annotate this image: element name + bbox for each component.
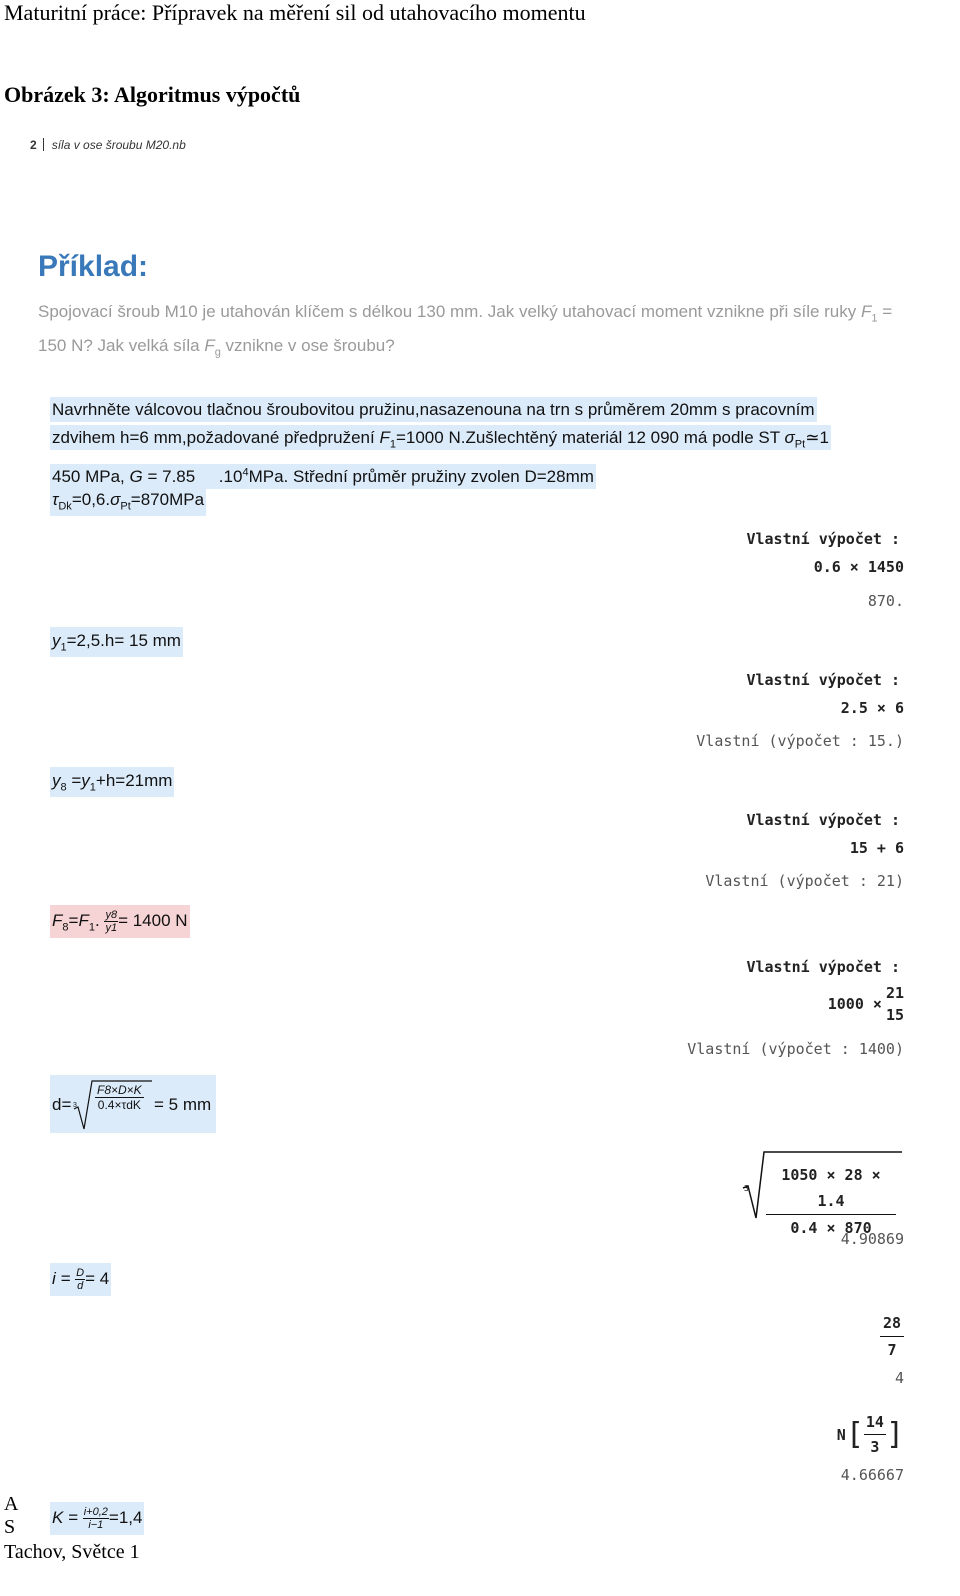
formula-text: i = bbox=[52, 1268, 71, 1288]
problem-line-2 bbox=[50, 425, 831, 450]
calc-6-result: 4 bbox=[894, 1369, 904, 1387]
problem-text: ≃1 bbox=[805, 428, 829, 447]
notebook-page-number: 2 bbox=[30, 138, 37, 152]
fraction bbox=[104, 909, 118, 934]
formula-text: =0,6. bbox=[71, 490, 111, 509]
example-title: Příklad: bbox=[38, 250, 149, 283]
footer-line-3: Tachov, Světce 1 bbox=[4, 1541, 140, 1563]
notebook-file-name: síla v ose šroubu M20.nb bbox=[51, 138, 186, 152]
root-index: 3 bbox=[73, 1102, 77, 1109]
problem-statement bbox=[50, 396, 910, 491]
header-divider bbox=[43, 138, 44, 151]
fraction-numerator: y8 bbox=[105, 909, 118, 921]
force-symbol: F bbox=[52, 910, 63, 930]
calc-3-label: Vlastní výpočet : bbox=[746, 811, 900, 829]
force-symbol: F bbox=[861, 302, 872, 321]
formula-y8 bbox=[50, 767, 174, 797]
fraction-denominator: y1 bbox=[105, 922, 118, 934]
force-subscript: 1 bbox=[871, 312, 878, 325]
formula-text: = bbox=[66, 771, 82, 790]
force-symbol: F bbox=[78, 910, 89, 930]
fraction-denominator: i−1 bbox=[88, 1519, 104, 1531]
fraction-denominator: d bbox=[77, 1280, 84, 1292]
exponent: 4 bbox=[242, 466, 249, 479]
example-text bbox=[38, 298, 898, 367]
formula-f8 bbox=[50, 905, 190, 938]
problem-text: =1000 N.Zušlechtěný materiál 12 090 má podle ST bbox=[395, 428, 785, 447]
fraction-numerator: i+0,2 bbox=[83, 1506, 108, 1518]
formula-text: +h=21mm bbox=[95, 771, 173, 790]
example-text-part: = 150 N? Jak velká síla bbox=[38, 302, 893, 356]
formula-text: . bbox=[94, 910, 100, 930]
force-subscript: g bbox=[214, 346, 221, 359]
calc-3-result: Vlastní (výpočet : 21) bbox=[705, 872, 904, 890]
force-symbol: F bbox=[204, 336, 215, 356]
fraction-denominator: 7 bbox=[887, 1341, 897, 1359]
footer-line-2: S bbox=[4, 1516, 16, 1538]
subscript: 1 bbox=[60, 641, 67, 654]
calc-function: N bbox=[836, 1425, 846, 1444]
subscript: Dk bbox=[58, 500, 72, 513]
formula-k bbox=[50, 1502, 144, 1535]
calc-1-expression: 0.6 × 1450 bbox=[813, 558, 904, 576]
sigma-symbol: σ bbox=[110, 490, 121, 509]
problem-text: MPa. Střední průměr pružiny zvolen D=28mm bbox=[248, 467, 594, 487]
document-header: Maturitní práce: Přípravek na měření sil od utahovacího momentu bbox=[4, 0, 586, 25]
fraction-numerator: D bbox=[76, 1267, 85, 1279]
calc-2-expression: 2.5 × 6 bbox=[840, 699, 904, 717]
fraction bbox=[75, 1267, 85, 1292]
bracket-open-icon: [ bbox=[845, 1417, 864, 1452]
subscript: 1 bbox=[88, 921, 95, 934]
example-text-part: Spojovací šroub M10 je utahován klíčem s délkou 130 mm. Jak velký utahovací moment vznikne při síle ruky bbox=[38, 302, 861, 321]
problem-text: 450 MPa, bbox=[52, 467, 130, 487]
calc-fraction bbox=[864, 1410, 886, 1459]
sigma-symbol: σ bbox=[784, 428, 795, 447]
calc-4-label: Vlastní výpočet : bbox=[746, 958, 900, 976]
formula-tau bbox=[50, 486, 206, 516]
example-text-part: vznikne v ose šroubu? bbox=[220, 336, 395, 356]
fraction-numerator: 21 bbox=[885, 984, 904, 1002]
calc-1-label: Vlastní výpočet : bbox=[746, 530, 900, 548]
force-symbol: F bbox=[379, 428, 390, 447]
calc-7-result: 4.66667 bbox=[840, 1466, 904, 1484]
tau-symbol: τ bbox=[52, 490, 59, 509]
calc-4-result: Vlastní (výpočet : 1400) bbox=[687, 1040, 904, 1058]
calc-1-result: 870. bbox=[867, 592, 904, 610]
calc-4-expression bbox=[828, 982, 904, 1026]
formula-result: =1,4 bbox=[108, 1507, 143, 1527]
formula-result: = 4 bbox=[85, 1268, 110, 1288]
calc-fraction bbox=[886, 982, 904, 1026]
fraction-numerator: 1050 × 28 × 1.4 bbox=[766, 1162, 896, 1215]
formula-result: =870MPa bbox=[130, 490, 205, 509]
y-symbol: y bbox=[81, 771, 90, 790]
y-symbol: y bbox=[52, 631, 61, 650]
fraction-numerator: 28 bbox=[880, 1310, 904, 1337]
subscript: 8 bbox=[60, 781, 67, 794]
formula-text: =2,5.h= 15 mm bbox=[66, 631, 181, 650]
subscript: Pt bbox=[120, 500, 131, 513]
fraction bbox=[95, 1083, 144, 1112]
calc-5-result: 4.90869 bbox=[840, 1230, 904, 1248]
formula-text: = bbox=[68, 910, 79, 930]
fraction-denominator: 15 bbox=[885, 1006, 904, 1024]
fraction-denominator: 3 bbox=[870, 1438, 880, 1456]
formula-i bbox=[50, 1263, 111, 1296]
subscript: 1 bbox=[89, 781, 96, 794]
root-index: 3 bbox=[744, 1184, 749, 1193]
calc-text: 1000 × bbox=[827, 995, 882, 1013]
modulus-symbol: G bbox=[129, 467, 143, 487]
problem-line-1: Navrhněte válcovou tlačnou šroubovitou pružinu,nasazenouna na trn s průměrem 20mm s pracovním bbox=[50, 397, 817, 422]
fraction bbox=[83, 1506, 109, 1531]
bracket-close-icon: ] bbox=[885, 1417, 904, 1452]
figure-caption: Obrázek 3: Algoritmus výpočtů bbox=[4, 82, 301, 107]
formula-text: d= bbox=[52, 1095, 72, 1114]
problem-text: = 7.85 .10 bbox=[142, 467, 243, 487]
notebook-page-header bbox=[30, 138, 186, 152]
subscript: 8 bbox=[62, 921, 69, 934]
fraction-numerator: 14 bbox=[864, 1410, 886, 1435]
footer-line-1: A bbox=[4, 1493, 19, 1515]
formula-result: = 5 mm bbox=[154, 1095, 212, 1114]
formula-result: = 1400 N bbox=[118, 910, 188, 930]
subscript: 1 bbox=[389, 438, 396, 451]
calc-7-expression bbox=[837, 1410, 904, 1459]
calc-6-expression bbox=[880, 1310, 904, 1363]
fraction-denominator: 0.4 × 870 bbox=[790, 1219, 872, 1237]
formula-y1 bbox=[50, 627, 183, 657]
calc-2-result: Vlastní (výpočet : 15.) bbox=[696, 732, 904, 750]
fraction-denominator: 0.4×τdK bbox=[97, 1098, 141, 1112]
y-symbol: y bbox=[52, 771, 61, 790]
formula-text: K = bbox=[52, 1507, 78, 1527]
subscript: Pt bbox=[794, 438, 806, 451]
fraction-numerator: F8×D×K bbox=[97, 1083, 142, 1097]
formula-d bbox=[50, 1075, 216, 1133]
calc-2-label: Vlastní výpočet : bbox=[746, 671, 900, 689]
problem-text: zdvihem h=6 mm,požadované předpružení bbox=[52, 428, 380, 447]
calc-3-expression: 15 + 6 bbox=[849, 839, 904, 857]
